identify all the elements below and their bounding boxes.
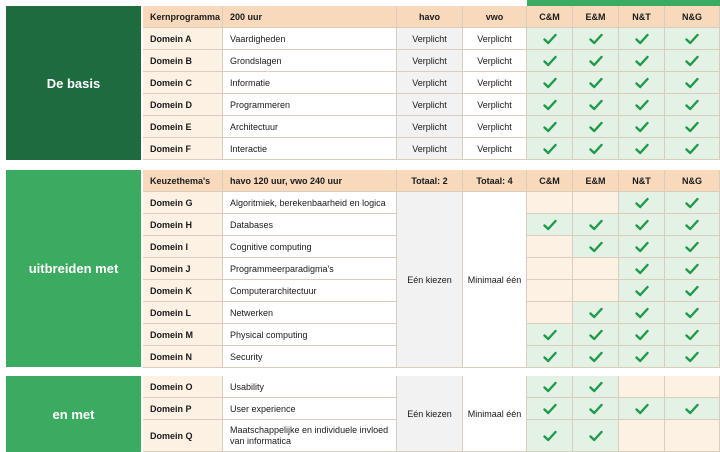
domain-name-label: Algoritmiek, berekenbaarheid en logica (230, 197, 386, 208)
section-band-2 (6, 376, 141, 452)
checkmark-icon (685, 403, 699, 415)
domain-name (223, 302, 397, 324)
header-label: E&M (585, 11, 606, 22)
checkmark-icon (635, 351, 649, 363)
havo-choice (397, 376, 463, 452)
header-label: havo 120 uur, vwo 240 uur (230, 175, 343, 186)
profile-cell (527, 236, 573, 258)
domain-name (223, 214, 397, 236)
checkmark-icon (589, 381, 603, 393)
havo-choice-label: Eén kiezen (407, 274, 452, 285)
domain-name-label: Maatschappelijke en individuele invloed van informatica (230, 424, 389, 446)
domain-code (143, 236, 223, 258)
header-cell (143, 6, 223, 28)
profile-cell (573, 138, 619, 160)
profile-cell (619, 192, 665, 214)
domain-name (223, 28, 397, 50)
vwo-choice (463, 192, 527, 368)
checkmark-icon (685, 77, 699, 89)
domain-name-label: Programmeren (230, 99, 291, 110)
vwo-status (463, 138, 527, 160)
domain-name-label: Cognitive computing (230, 241, 312, 252)
checkmark-icon (543, 219, 557, 231)
domain-name (223, 116, 397, 138)
profile-cell (619, 398, 665, 420)
checkmark-icon (589, 430, 603, 442)
domain-code-label: Domein C (150, 77, 193, 88)
checkmark-icon (685, 307, 699, 319)
profile-cell (573, 420, 619, 452)
domain-name-label: Interactie (230, 143, 268, 154)
checkmark-icon (685, 219, 699, 231)
profile-cell (573, 94, 619, 116)
profile-cell (527, 324, 573, 346)
domain-code-label: Domein F (150, 143, 192, 154)
havo-status (397, 138, 463, 160)
checkmark-icon (543, 403, 557, 415)
havo-status (397, 72, 463, 94)
checkmark-icon (685, 33, 699, 45)
header-label: Kernprogramma (150, 11, 221, 22)
profile-cell (665, 50, 720, 72)
header-label: vwo (485, 11, 504, 22)
profile-cell (527, 346, 573, 368)
profile-cell (573, 192, 619, 214)
header-label: C&M (539, 175, 560, 186)
domain-code (143, 280, 223, 302)
profile-cell (665, 236, 720, 258)
domain-code (143, 420, 223, 452)
vwo-status-label: Verplicht (477, 55, 512, 66)
header-label: N&T (632, 175, 651, 186)
domain-code (143, 50, 223, 72)
profile-cell (619, 420, 665, 452)
domain-code-label: Domein I (150, 241, 189, 252)
profile-cell (573, 398, 619, 420)
checkmark-icon (589, 307, 603, 319)
vwo-status (463, 28, 527, 50)
domain-name-label: Databases (230, 219, 274, 230)
domain-code (143, 192, 223, 214)
domain-name (223, 50, 397, 72)
profile-cell (527, 280, 573, 302)
domain-name-label: Vaardigheden (230, 33, 286, 44)
section-title: uitbreiden met (28, 261, 119, 276)
domain-code-label: Domein Q (150, 430, 193, 441)
checkmark-icon (635, 329, 649, 341)
checkmark-icon (589, 351, 603, 363)
profile-cell (619, 214, 665, 236)
domain-name-label: Computerarchitectuur (230, 285, 317, 296)
profile-cell (527, 138, 573, 160)
header-cell (665, 170, 720, 192)
checkmark-icon (635, 33, 649, 45)
profile-cell (665, 346, 720, 368)
profile-cell (665, 214, 720, 236)
domain-name (223, 346, 397, 368)
havo-status-label: Verplicht (412, 143, 447, 154)
header-label: N&T (632, 11, 651, 22)
checkmark-icon (635, 241, 649, 253)
vwo-status-label: Verplicht (477, 121, 512, 132)
profile-cell (573, 116, 619, 138)
domain-code (143, 28, 223, 50)
profile-cell (573, 302, 619, 324)
profile-cell (573, 236, 619, 258)
domain-code (143, 258, 223, 280)
profile-cell (573, 346, 619, 368)
header-cell (397, 6, 463, 28)
profile-cell (665, 280, 720, 302)
domain-name (223, 72, 397, 94)
checkmark-icon (685, 197, 699, 209)
header-cell (619, 6, 665, 28)
havo-choice (397, 192, 463, 368)
domain-code (143, 302, 223, 324)
checkmark-icon (543, 99, 557, 111)
domain-code (143, 346, 223, 368)
profile-cell (573, 72, 619, 94)
header-label: N&G (682, 175, 702, 186)
havo-status (397, 28, 463, 50)
profile-cell (619, 116, 665, 138)
checkmark-icon (685, 143, 699, 155)
header-label: Totaal: 2 (411, 175, 448, 186)
domain-code-label: Domein D (150, 99, 193, 110)
checkmark-icon (543, 33, 557, 45)
profile-cell (619, 50, 665, 72)
profile-cell (573, 50, 619, 72)
profile-cell (527, 420, 573, 452)
checkmark-icon (543, 121, 557, 133)
domain-code-label: Domein K (150, 285, 193, 296)
checkmark-icon (685, 285, 699, 297)
checkmark-icon (589, 99, 603, 111)
havo-status-label: Verplicht (412, 33, 447, 44)
checkmark-icon (635, 99, 649, 111)
checkmark-icon (685, 329, 699, 341)
domain-code-label: Domein G (150, 197, 193, 208)
checkmark-icon (635, 285, 649, 297)
domain-name-label: Usability (230, 381, 265, 392)
vwo-status-label: Verplicht (477, 77, 512, 88)
domain-code (143, 398, 223, 420)
domain-name (223, 94, 397, 116)
header-cell (223, 6, 397, 28)
header-label: Keuzethema's (150, 175, 211, 186)
checkmark-icon (589, 219, 603, 231)
profile-cell (527, 376, 573, 398)
profile-cell (527, 28, 573, 50)
header-cell (665, 6, 720, 28)
profile-cell (665, 192, 720, 214)
profile-cell (573, 324, 619, 346)
domain-code-label: Domein E (150, 121, 192, 132)
checkmark-icon (543, 329, 557, 341)
header-label: 200 uur (230, 11, 263, 22)
checkmark-icon (543, 143, 557, 155)
vwo-choice (463, 376, 527, 452)
domain-name-label: User experience (230, 403, 296, 414)
havo-status (397, 50, 463, 72)
domain-name (223, 398, 397, 420)
domain-code (143, 94, 223, 116)
profile-cell (527, 94, 573, 116)
checkmark-icon (635, 263, 649, 275)
domain-name-label: Security (230, 351, 263, 362)
domain-name-label: Netwerken (230, 307, 274, 318)
header-cell (143, 170, 223, 192)
profile-cell (619, 346, 665, 368)
profile-cell (527, 72, 573, 94)
checkmark-icon (685, 55, 699, 67)
profile-cell (573, 280, 619, 302)
profile-cell (665, 376, 720, 398)
domain-code (143, 376, 223, 398)
domain-name (223, 420, 397, 452)
profile-cell (665, 302, 720, 324)
checkmark-icon (589, 55, 603, 67)
checkmark-icon (543, 77, 557, 89)
profile-cell (527, 116, 573, 138)
header-cell (397, 170, 463, 192)
havo-choice-label: Eén kiezen (407, 408, 452, 419)
checkmark-icon (589, 77, 603, 89)
domain-name-label: Architectuur (230, 121, 279, 132)
vwo-choice-label: Minimaal één (467, 408, 522, 419)
checkmark-icon (543, 351, 557, 363)
domain-code-label: Domein O (150, 381, 193, 392)
profile-cell (665, 258, 720, 280)
checkmark-icon (589, 329, 603, 341)
profile-cell (665, 116, 720, 138)
header-label: havo (418, 11, 440, 22)
checkmark-icon (635, 219, 649, 231)
domain-code-label: Domein M (150, 329, 194, 340)
profile-cell (619, 72, 665, 94)
checkmark-icon (589, 33, 603, 45)
profile-cell (619, 236, 665, 258)
checkmark-icon (543, 381, 557, 393)
section-band-1 (6, 170, 141, 367)
domain-name (223, 324, 397, 346)
profile-cell (665, 324, 720, 346)
havo-status (397, 94, 463, 116)
havo-status (397, 116, 463, 138)
domain-name-label: Physical computing (230, 329, 308, 340)
header-cell (573, 6, 619, 28)
profile-cell (665, 72, 720, 94)
domain-code-label: Domein J (150, 263, 191, 274)
profile-cell (665, 94, 720, 116)
profile-cell (619, 324, 665, 346)
checkmark-icon (635, 121, 649, 133)
checkmark-icon (635, 143, 649, 155)
domain-name-label: Programmeerparadigma's (230, 263, 334, 274)
checkmark-icon (635, 77, 649, 89)
domain-code-label: Domein L (150, 307, 192, 318)
checkmark-icon (589, 403, 603, 415)
vwo-status (463, 116, 527, 138)
profile-cell (573, 214, 619, 236)
profile-cell (665, 420, 720, 452)
profile-cell (619, 376, 665, 398)
header-label: C&M (539, 11, 560, 22)
domain-code-label: Domein H (150, 219, 193, 230)
profile-cell (573, 376, 619, 398)
havo-status-label: Verplicht (412, 99, 447, 110)
header-label: E&M (585, 175, 606, 186)
header-cell (619, 170, 665, 192)
section-title: en met (52, 406, 95, 422)
profile-cell (619, 28, 665, 50)
profile-cell (665, 28, 720, 50)
vwo-status (463, 50, 527, 72)
checkmark-icon (685, 121, 699, 133)
checkmark-icon (635, 197, 649, 209)
checkmark-icon (589, 241, 603, 253)
header-cell (527, 6, 573, 28)
checkmark-icon (685, 351, 699, 363)
domain-code (143, 214, 223, 236)
checkmark-icon (635, 403, 649, 415)
header-cell (463, 6, 527, 28)
domain-name-label: Grondslagen (230, 55, 282, 66)
profile-cell (619, 94, 665, 116)
section-title: De basis (46, 75, 101, 91)
profile-cell (619, 302, 665, 324)
checkmark-icon (543, 430, 557, 442)
domain-name (223, 236, 397, 258)
checkmark-icon (635, 55, 649, 67)
profile-cell (665, 398, 720, 420)
vwo-status-label: Verplicht (477, 143, 512, 154)
havo-status-label: Verplicht (412, 55, 447, 66)
domain-code-label: Domein N (150, 351, 193, 362)
profile-cell (527, 302, 573, 324)
profile-cell (527, 398, 573, 420)
domain-code-label: Domein A (150, 33, 192, 44)
domain-code-label: Domein B (150, 55, 193, 66)
domain-name (223, 376, 397, 398)
havo-status-label: Verplicht (412, 121, 447, 132)
vwo-status (463, 72, 527, 94)
section-band-0 (6, 6, 141, 160)
domain-name-label: Informatie (230, 77, 271, 88)
header-label: N&G (682, 11, 702, 22)
profile-cell (619, 280, 665, 302)
vwo-choice-label: Minimaal één (467, 274, 522, 285)
havo-status-label: Verplicht (412, 77, 447, 88)
profile-cell (527, 50, 573, 72)
domain-code (143, 324, 223, 346)
header-label: Totaal: 4 (476, 175, 513, 186)
domain-code (143, 116, 223, 138)
domain-code-label: Domein P (150, 403, 192, 414)
header-cell (463, 170, 527, 192)
checkmark-icon (589, 121, 603, 133)
vwo-status-label: Verplicht (477, 99, 512, 110)
domain-name (223, 192, 397, 214)
domain-code (143, 138, 223, 160)
header-cell (223, 170, 397, 192)
profile-cell (527, 192, 573, 214)
checkmark-icon (685, 263, 699, 275)
profile-cell (665, 138, 720, 160)
header-cell (573, 170, 619, 192)
domain-code (143, 72, 223, 94)
profile-cell (573, 258, 619, 280)
vwo-status-label: Verplicht (477, 33, 512, 44)
vwo-status (463, 94, 527, 116)
checkmark-icon (589, 143, 603, 155)
checkmark-icon (685, 241, 699, 253)
checkmark-icon (685, 99, 699, 111)
profile-cell (573, 28, 619, 50)
checkmark-icon (543, 55, 557, 67)
profile-cell (527, 214, 573, 236)
checkmark-icon (635, 307, 649, 319)
domain-name (223, 138, 397, 160)
domain-name (223, 258, 397, 280)
profile-cell (619, 258, 665, 280)
domain-name (223, 280, 397, 302)
profile-cell (619, 138, 665, 160)
profile-cell (527, 258, 573, 280)
header-cell (527, 170, 573, 192)
